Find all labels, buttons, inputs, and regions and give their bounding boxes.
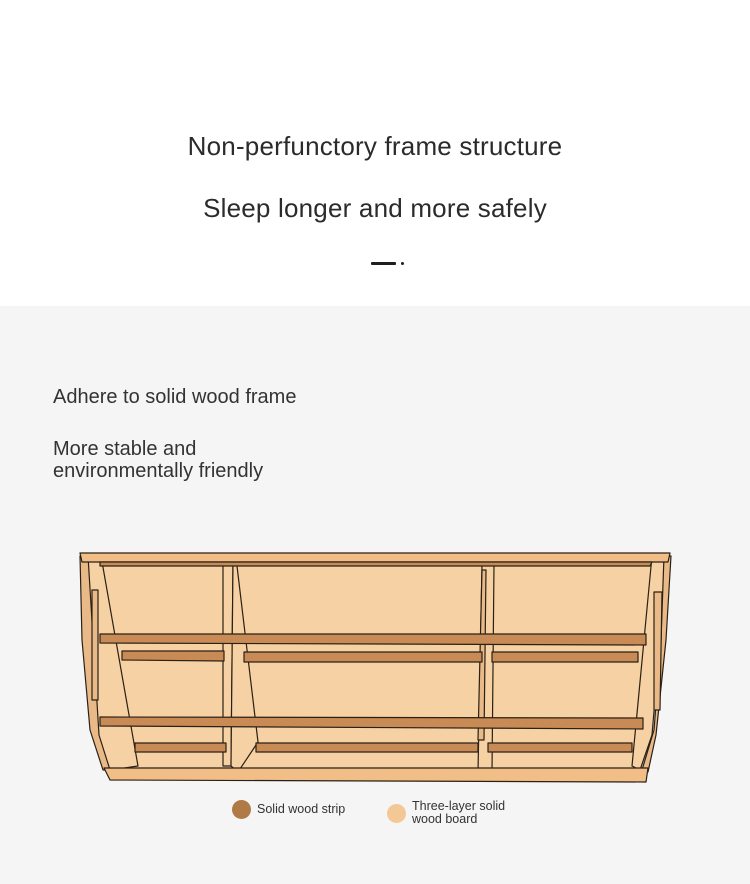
bottom-rail: [104, 768, 648, 782]
feature-line-1: Adhere to solid wood frame: [53, 386, 297, 408]
legend-label-strip: Solid wood strip: [257, 802, 346, 816]
top-inner-strip: [100, 562, 652, 566]
page-subtitle: Sleep longer and more safely: [203, 193, 547, 223]
legend-item-board: [387, 800, 527, 826]
slat-rail-8: [488, 743, 632, 752]
slat-rail-3: [244, 652, 482, 662]
feature-line-2: More stable and environmentally friendly: [53, 438, 264, 482]
slat-rail-7: [256, 743, 478, 752]
legend-item-strip: [232, 800, 372, 819]
page-title: Non-perfunctory frame structure: [187, 131, 563, 161]
legend-swatch-strip: [232, 800, 251, 819]
base-board: [100, 562, 655, 772]
slat-rail-6: [135, 743, 226, 752]
slat-rail-2: [122, 651, 224, 661]
slat-rail-1: [100, 634, 646, 645]
block-left: [92, 590, 98, 700]
legend-label-board: Three-layer solid wood board: [412, 799, 506, 826]
legend-swatch-board: [387, 804, 406, 823]
top-rim: [80, 553, 670, 562]
block-right: [654, 592, 662, 710]
slat-rail-4: [492, 652, 638, 662]
